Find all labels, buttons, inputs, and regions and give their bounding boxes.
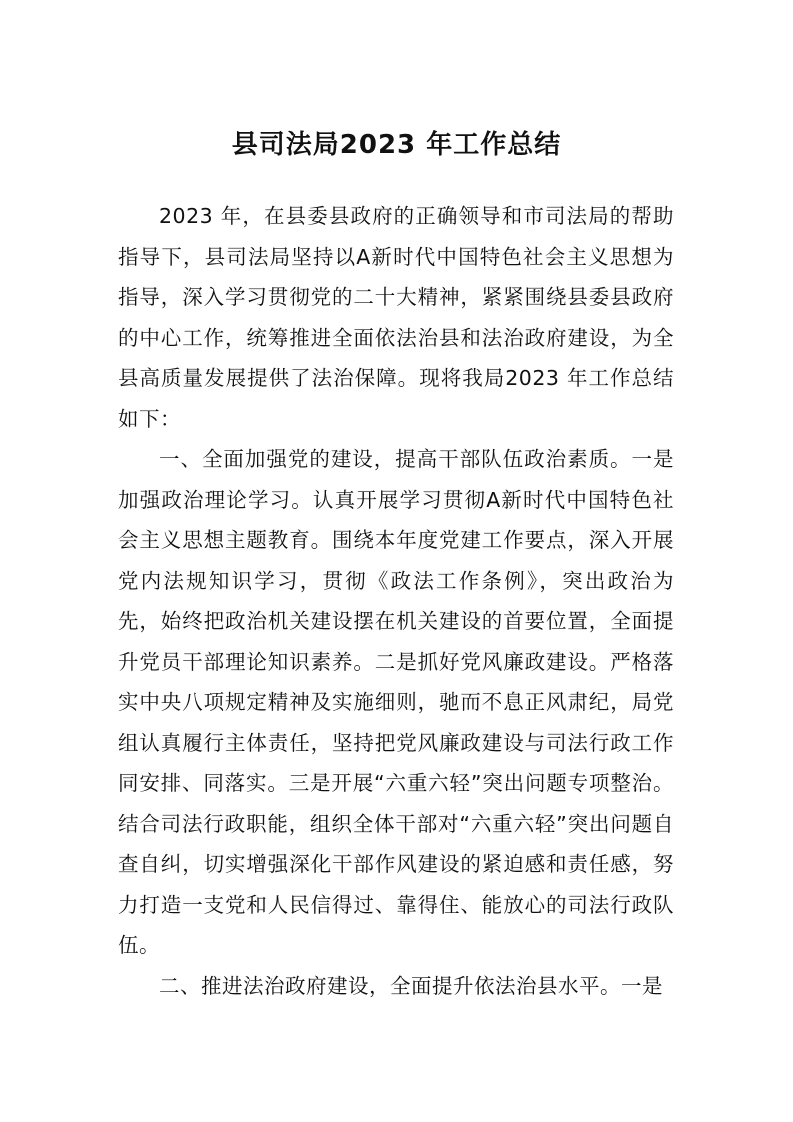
document-title: 县司法局2023 年工作总结 [231, 130, 562, 160]
document-body [118, 196, 674, 1006]
paragraph-intro: 2023 年，在县委县政府的正确领导和市司法局的帮助指导下，县司法局坚持以A新时代中国特色社会主义思想为指导，深入学习贯彻党的二十大精神，紧紧围绕县委县政府的中心工作，统筹推进全面依法治县和法治政府建设，为全县高质量发展提供了法治保障。现将我局2023 年工作总结如下： [118, 204, 674, 431]
paragraph-rule-of-law: 二、推进法治政府建设，全面提升依法治县水平。一是 [159, 973, 663, 998]
paragraph-party-building: 一、全面加强党的建设，提高干部队伍政治素质。一是加强政治理论学习。认真开展学习贯彻A新时代中国特色社会主义思想主题教育。围绕本年度党建工作要点，深入开展党内法规知识学习，贯彻《政法工作条例》，突出政治为先，始终把政治机关建设摆在机关建设的首要位置，全面提升党员干部理论知识素养。二是抓好党风廉政建设。严格落实中央八项规定精神及实施细则，驰而不息正风肃纪，局党组认真履行主体责任，坚持把党风廉政建设与司法行政工作同安排、同落实。三是开展“六重六轻”突出问题专项整治。结合司法行政职能，组织全体干部对“六重六轻”突出问题自查自纠，切实增强深化干部作风建设的紧迫感和责任感，努力打造一支党和人民信得过、靠得住、能放心的司法行政队伍。 [118, 447, 674, 957]
